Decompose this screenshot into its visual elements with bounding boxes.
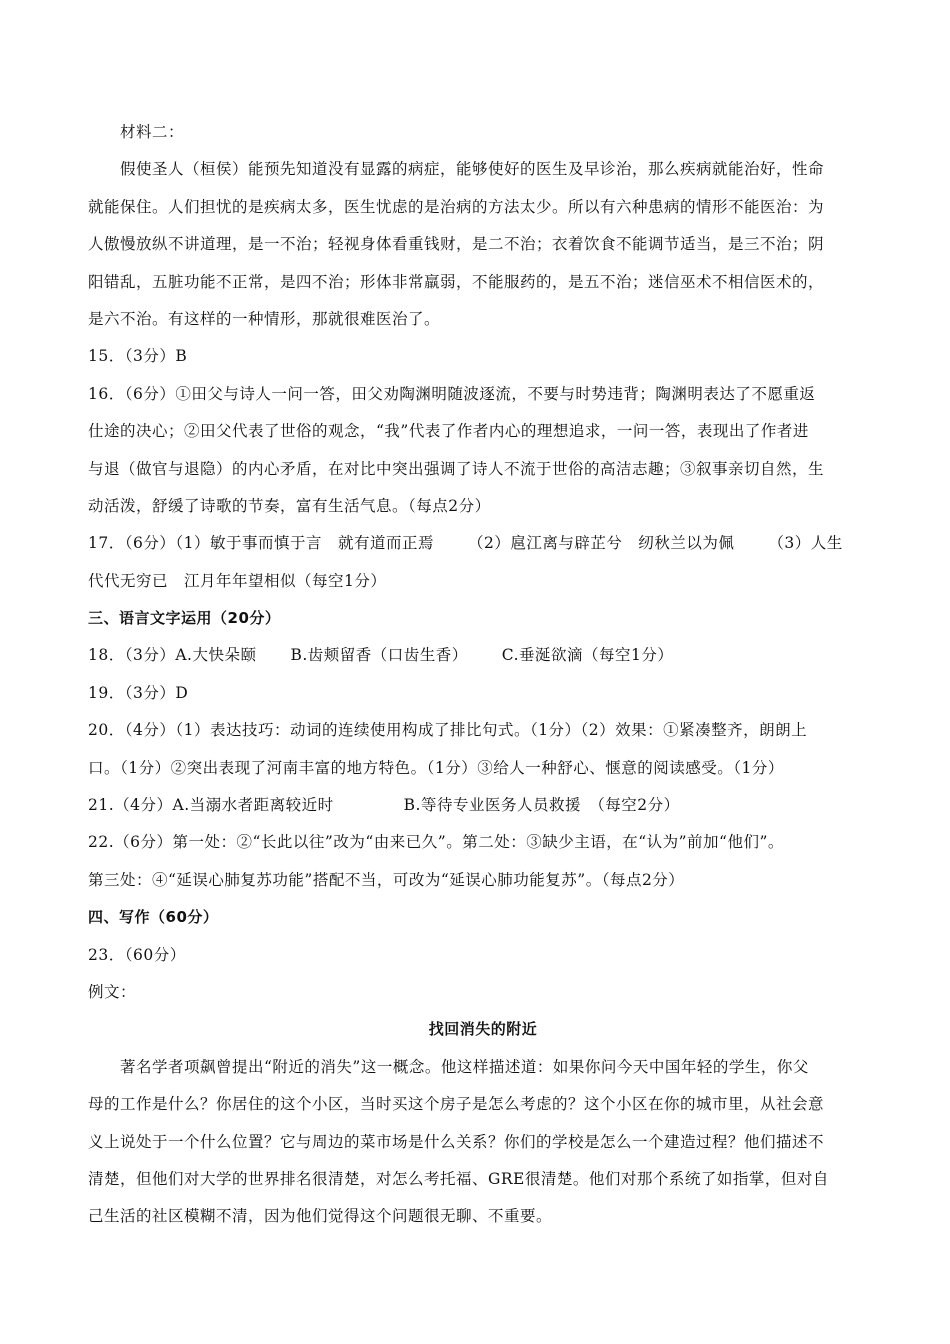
answer-16-cont: 与退（做官与退隐）的内心矛盾，在对比中突出强调了诗人不流于世俗的高洁志趣；③叙事亲切自然，生 — [88, 459, 825, 478]
answer-17-part2: （2）扈江离与辟芷兮 纫秋兰以为佩 — [467, 534, 735, 553]
answer-20-cont: 口。（1分）②突出表现了河南丰富的地方特色。（1分）③给人一种舒心、惬意的阅读感受。（1分） — [88, 758, 784, 777]
section-heading-language: 三、语言文字运用（20分） — [88, 609, 281, 628]
paragraph-line: 是六不治。有这样的一种情形，那就很难医治了。 — [88, 309, 441, 328]
material-two-label: 材料二： — [120, 123, 185, 141]
answer-17-part3: （3）人生 — [768, 534, 843, 553]
answer-19: 19．（3分）D — [88, 683, 189, 702]
paragraph-line: 就能保住。人们担忧的是疾病太多，医生忧虑的是治病的方法太少。所以有六种患病的情形不能医治：为 — [88, 197, 825, 216]
answer-21-a: 21.（4分）A.当溺水者距离较近时 — [88, 796, 334, 815]
paragraph-line: 假使圣人（桓侯）能预先知道没有显露的病症，能够使好的医生及早诊治，那么疾病就能治好，性命 — [120, 160, 825, 179]
essay-line: 义上说处于一个什么位置？它与周边的菜市场是什么关系？你们的学校是怎么一个建造过程？他们描述不 — [88, 1132, 825, 1151]
answer-15: 15．（3分）B — [88, 347, 188, 366]
answer-21-b: B.等待专业医务人员救援 （每空2分） — [403, 796, 680, 815]
answer-16-cont: 仕途的决心；②田父代表了世俗的观念，“我”代表了作者内心的理想追求，一问一答，表现出了作者进 — [88, 422, 809, 441]
section-heading-writing: 四、写作（60分） — [88, 908, 219, 927]
essay-line: 著名学者项飙曾提出“附近的消失”这一概念。他这样描述道：如果你问今天中国年轻的学生，你父 — [120, 1057, 809, 1076]
paragraph-line: 阳错乱，五脏功能不正常，是四不治；形体非常羸弱，不能服药的，是五不治；迷信巫术不相信医术的， — [88, 272, 825, 291]
answer-18-b: B.齿颊留香（口齿生香） — [290, 646, 468, 665]
answer-16-cont: 动活泼，舒缓了诗歌的节奏，富有生活气息。（每点2分） — [88, 496, 491, 515]
essay-line: 母的工作是什么？你居住的这个小区，当时买这个房子是怎么考虑的？这个小区在你的城市里，从社会意 — [88, 1095, 825, 1114]
answer-22-cont: 第三处：④“延误心肺复苏功能”搭配不当，可改为“延误心肺功能复苏”。（每点2分） — [88, 870, 685, 889]
sample-essay-label: 例文： — [88, 982, 137, 1001]
answer-18-a: 18．（3分）A.大快朵颐 — [88, 646, 257, 665]
answer-17-cont: 代代无穷已 江月年年望相似（每空1分） — [88, 571, 387, 590]
answer-21 — [88, 795, 878, 815]
essay-title: 找回消失的附近 — [428, 1020, 538, 1039]
essay-line: 清楚，但他们对大学的世界排名很清楚，对怎么考托福、GRE很清楚。他们对那个系统了如指掌，但对自 — [88, 1169, 829, 1188]
answer-18 — [88, 645, 878, 665]
document-page — [88, 122, 878, 1244]
essay-line: 己生活的社区模糊不清，因为他们觉得这个问题很无聊、不重要。 — [88, 1207, 553, 1226]
answer-17 — [88, 533, 878, 553]
answer-20: 20．（4分）（1）表达技巧：动词的连续使用构成了排比句式。（1分）（2）效果：①紧凑整齐，朗朗上 — [88, 721, 808, 740]
answer-16: 16．（6分）①田父与诗人一问一答，田父劝陶渊明随波逐流，不要与时势违背；陶渊明表达了不愿重返 — [88, 384, 816, 403]
answer-23: 23．（60分） — [88, 945, 186, 964]
answer-18-c: C.垂涎欲滴（每空1分） — [501, 646, 674, 665]
paragraph-line: 人傲慢放纵不讲道理，是一不治；轻视身体看重钱财，是二不治；衣着饮食不能调节适当，是三不治；阴 — [88, 235, 825, 254]
answer-17-part1: 17．（6分）（1）敏于事而慎于言 就有道而正焉 — [88, 534, 434, 553]
answer-22: 22.（6分）第一处：②“长此以往”改为“由来已久”。第二处：③缺少主语，在“认为”前加“他们”。 — [88, 833, 784, 852]
